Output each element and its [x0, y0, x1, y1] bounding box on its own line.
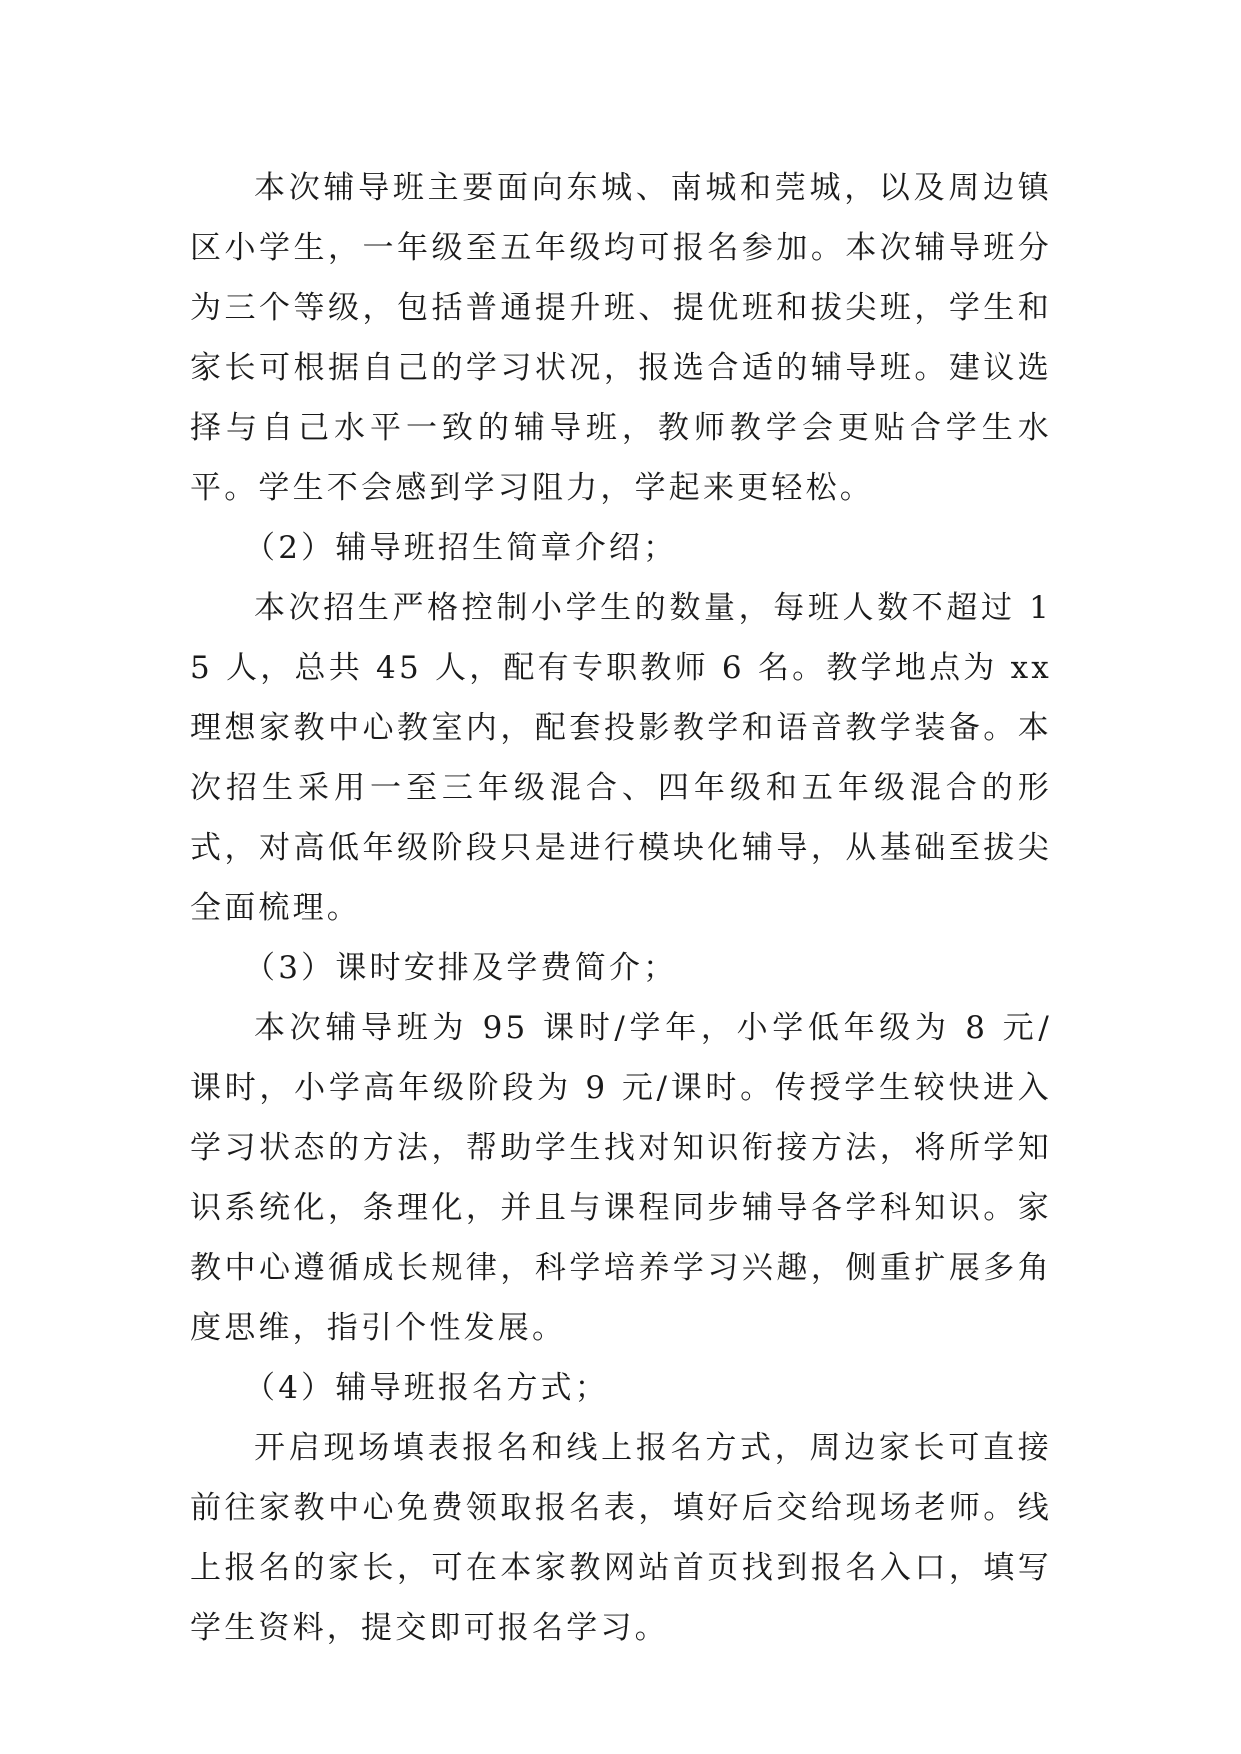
heading-schedule-fees: （3）课时安排及学费简介； — [244, 950, 678, 986]
paragraph-enrollment-details: 本次招生严格控制小学生的数量，每班人数不超过 15 人，总共 45 人，配有专职教师 6 名。教学地点为 xx 理想家教中心教室内，配套投影教学和语音教学装备。本次招生采用一至三年级混合、四年级和五年级混合的形式，对高低年级阶段只是进行模块化辅导，从基础至拔尖全面梳理。 — [190, 590, 1052, 926]
paragraph-registration-method: 开启现场填表报名和线上报名方式，周边家长可直接前往家教中心免费领取报名表，填好后交给现场老师。线上报名的家长，可在本家教网站首页找到报名入口，填写学生资料，提交即可报名学习。 — [190, 1430, 1052, 1646]
heading-enrollment-brochure: （2）辅导班招生简章介绍； — [244, 530, 678, 566]
document-body — [190, 158, 1052, 1658]
paragraph-schedule-fees: 本次辅导班为 95 课时/学年，小学低年级为 8 元/课时，小学高年级阶段为 9 元/课时。传授学生较快进入学习状态的方法，帮助学生找对知识衔接方法，将所学知识系统化，条理化，并且与课程同步辅导各学科知识。家教中心遵循成长规律，科学培养学习兴趣，侧重扩展多角度思维，指引个性发展。 — [190, 1010, 1052, 1346]
paragraph-class-overview: 本次辅导班主要面向东城、南城和莞城，以及周边镇区小学生，一年级至五年级均可报名参加。本次辅导班分为三个等级，包括普通提升班、提优班和拔尖班，学生和家长可根据自己的学习状况，报选合适的辅导班。建议选择与自己水平一致的辅导班，教师教学会更贴合学生水平。学生不会感到学习阻力，学起来更轻松。 — [190, 170, 1052, 506]
heading-registration-method: （4）辅导班报名方式； — [244, 1370, 609, 1406]
